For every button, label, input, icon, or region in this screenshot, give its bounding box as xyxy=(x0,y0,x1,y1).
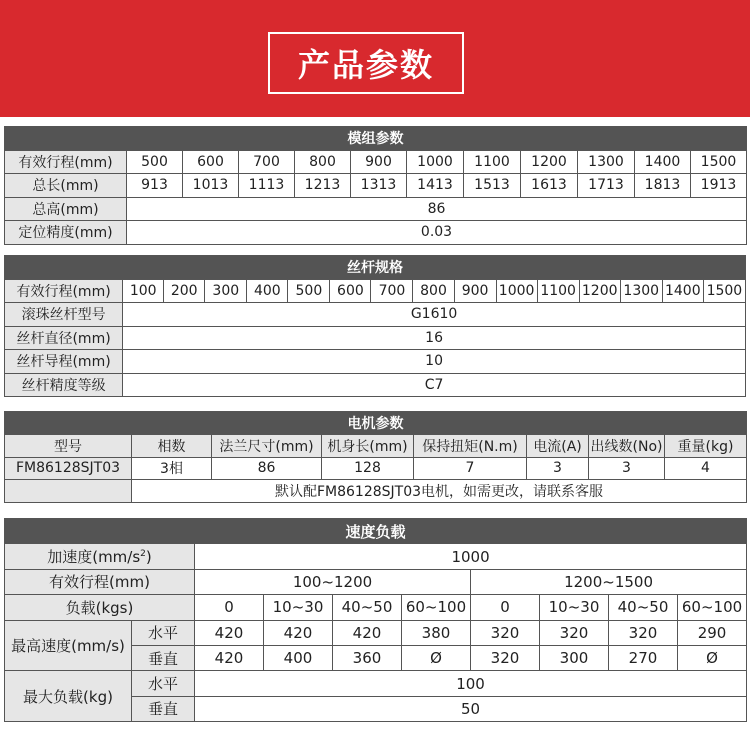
table-cell: 3相 xyxy=(132,457,212,480)
column-header: 保持扭矩(N.m) xyxy=(414,434,527,457)
speed-load-header: 速度负载 xyxy=(5,519,747,544)
row-label: 丝杆精度等级 xyxy=(5,373,123,397)
table-cell: 1000 xyxy=(496,279,537,303)
table-cell: 1200~1500 xyxy=(471,569,747,594)
table-cell: 380 xyxy=(402,620,471,645)
table-cell: 500 xyxy=(127,150,183,174)
table-cell: 4 xyxy=(665,457,747,480)
table-cell: 320 xyxy=(540,620,609,645)
row-sublabel: 水平 xyxy=(132,671,195,696)
table-cell: 420 xyxy=(195,645,264,670)
table-cell: 800 xyxy=(295,150,351,174)
table-cell: 10~30 xyxy=(264,595,333,620)
table-cell: 200 xyxy=(164,279,205,303)
table-cell: 100 xyxy=(123,279,164,303)
accel-label: 加速度(mm/s xyxy=(47,548,141,567)
table-cell-empty xyxy=(5,480,132,503)
column-header: 重量(kg) xyxy=(665,434,747,457)
screw-spec-table xyxy=(4,255,746,397)
table-cell: 600 xyxy=(183,150,239,174)
table-cell: 1500 xyxy=(691,150,747,174)
module-params-table xyxy=(4,126,747,245)
column-header: 出线数(No) xyxy=(589,434,665,457)
table-cell: 320 xyxy=(471,620,540,645)
table-cell: 1500 xyxy=(703,279,745,303)
row-sublabel: 垂直 xyxy=(132,645,195,670)
page-title: 产品参数 xyxy=(268,32,464,94)
table-cell: 50 xyxy=(195,696,747,721)
table-cell: 360 xyxy=(333,645,402,670)
table-cell: 400 xyxy=(264,645,333,670)
table-cell: 0.03 xyxy=(127,221,747,245)
table-cell: 86 xyxy=(212,457,322,480)
row-label: 总长(mm) xyxy=(5,174,127,198)
table-cell: 86 xyxy=(127,197,747,221)
row-sublabel: 垂直 xyxy=(132,696,195,721)
table-cell: 60~100 xyxy=(678,595,747,620)
table-cell: 300 xyxy=(205,279,247,303)
table-cell: 10~30 xyxy=(540,595,609,620)
table-cell: 7 xyxy=(414,457,527,480)
table-cell: 290 xyxy=(678,620,747,645)
table-cell: 1513 xyxy=(464,174,521,198)
table-cell: 900 xyxy=(351,150,407,174)
table-cell: 1200 xyxy=(579,279,620,303)
row-label: 丝杆直径(mm) xyxy=(5,326,123,350)
row-label: 有效行程(mm) xyxy=(5,569,195,594)
table-cell: 3 xyxy=(589,457,665,480)
table-cell: 40~50 xyxy=(609,595,678,620)
table-cell: G1610 xyxy=(123,303,746,327)
table-cell: 100 xyxy=(195,671,747,696)
column-header: 机身长(mm) xyxy=(322,434,414,457)
row-label: 滚珠丝杆型号 xyxy=(5,303,123,327)
table-cell: 270 xyxy=(609,645,678,670)
row-label: 负载(kgs) xyxy=(5,595,195,620)
table-cell: 40~50 xyxy=(333,595,402,620)
table-cell: 1000 xyxy=(407,150,464,174)
table-cell: 1300 xyxy=(578,150,635,174)
row-label: 有效行程(mm) xyxy=(5,279,123,303)
table-cell: 1713 xyxy=(578,174,635,198)
motor-params-header: 电机参数 xyxy=(5,412,747,435)
table-cell: 600 xyxy=(330,279,371,303)
row-label: 总高(mm) xyxy=(5,197,127,221)
table-cell: 420 xyxy=(195,620,264,645)
table-cell: 1100 xyxy=(464,150,521,174)
table-cell: FM86128SJT03 xyxy=(5,457,132,480)
table-cell: 1213 xyxy=(295,174,351,198)
table-cell: 10 xyxy=(123,350,746,374)
row-label: 最高速度(mm/s) xyxy=(5,620,132,671)
column-header: 法兰尺寸(mm) xyxy=(212,434,322,457)
table-cell: 300 xyxy=(540,645,609,670)
table-cell: 0 xyxy=(195,595,264,620)
table-cell: C7 xyxy=(123,373,746,397)
table-cell: 1400 xyxy=(635,150,691,174)
accel-superscript: 2 xyxy=(140,549,146,560)
row-label: 定位精度(mm) xyxy=(5,221,127,245)
accel-label-close: ) xyxy=(145,548,152,567)
table-cell: 500 xyxy=(288,279,330,303)
row-sublabel: 水平 xyxy=(132,620,195,645)
table-cell: 1200 xyxy=(521,150,578,174)
table-cell: 420 xyxy=(264,620,333,645)
table-cell: 800 xyxy=(413,279,454,303)
table-cell: 100~1200 xyxy=(195,569,471,594)
table-cell: 1100 xyxy=(537,279,579,303)
row-label: 最大负载(kg) xyxy=(5,671,132,722)
table-cell: 1313 xyxy=(351,174,407,198)
screw-spec-header: 丝杆规格 xyxy=(5,256,746,280)
table-cell: 700 xyxy=(371,279,413,303)
table-cell: 1613 xyxy=(521,174,578,198)
table-cell: 400 xyxy=(247,279,288,303)
table-cell: 1413 xyxy=(407,174,464,198)
motor-params-table xyxy=(4,411,747,503)
table-cell: 1813 xyxy=(635,174,691,198)
table-cell: 320 xyxy=(471,645,540,670)
table-cell: 16 xyxy=(123,326,746,350)
speed-load-table xyxy=(4,518,747,722)
table-cell: 420 xyxy=(333,620,402,645)
table-cell: 1013 xyxy=(183,174,239,198)
table-cell: Ø xyxy=(678,645,747,670)
row-label: 有效行程(mm) xyxy=(5,150,127,174)
table-cell: 3 xyxy=(527,457,589,480)
table-cell: 900 xyxy=(454,279,496,303)
table-cell: 1300 xyxy=(620,279,662,303)
header-banner xyxy=(0,0,750,117)
table-cell: 128 xyxy=(322,457,414,480)
column-header: 电流(A) xyxy=(527,434,589,457)
table-cell: Ø xyxy=(402,645,471,670)
column-header: 型号 xyxy=(5,434,132,457)
table-cell: 1000 xyxy=(195,544,747,569)
row-label: 丝杆导程(mm) xyxy=(5,350,123,374)
table-cell: 60~100 xyxy=(402,595,471,620)
table-cell: 320 xyxy=(609,620,678,645)
row-label xyxy=(5,544,195,569)
module-params-header: 模组参数 xyxy=(5,127,747,151)
table-cell: 0 xyxy=(471,595,540,620)
table-cell: 913 xyxy=(127,174,183,198)
table-cell: 1113 xyxy=(239,174,295,198)
motor-note: 默认配FM86128SJT03电机，如需更改，请联系客服 xyxy=(132,480,747,503)
column-header: 相数 xyxy=(132,434,212,457)
table-cell: 700 xyxy=(239,150,295,174)
table-cell: 1913 xyxy=(691,174,747,198)
table-cell: 1400 xyxy=(662,279,703,303)
